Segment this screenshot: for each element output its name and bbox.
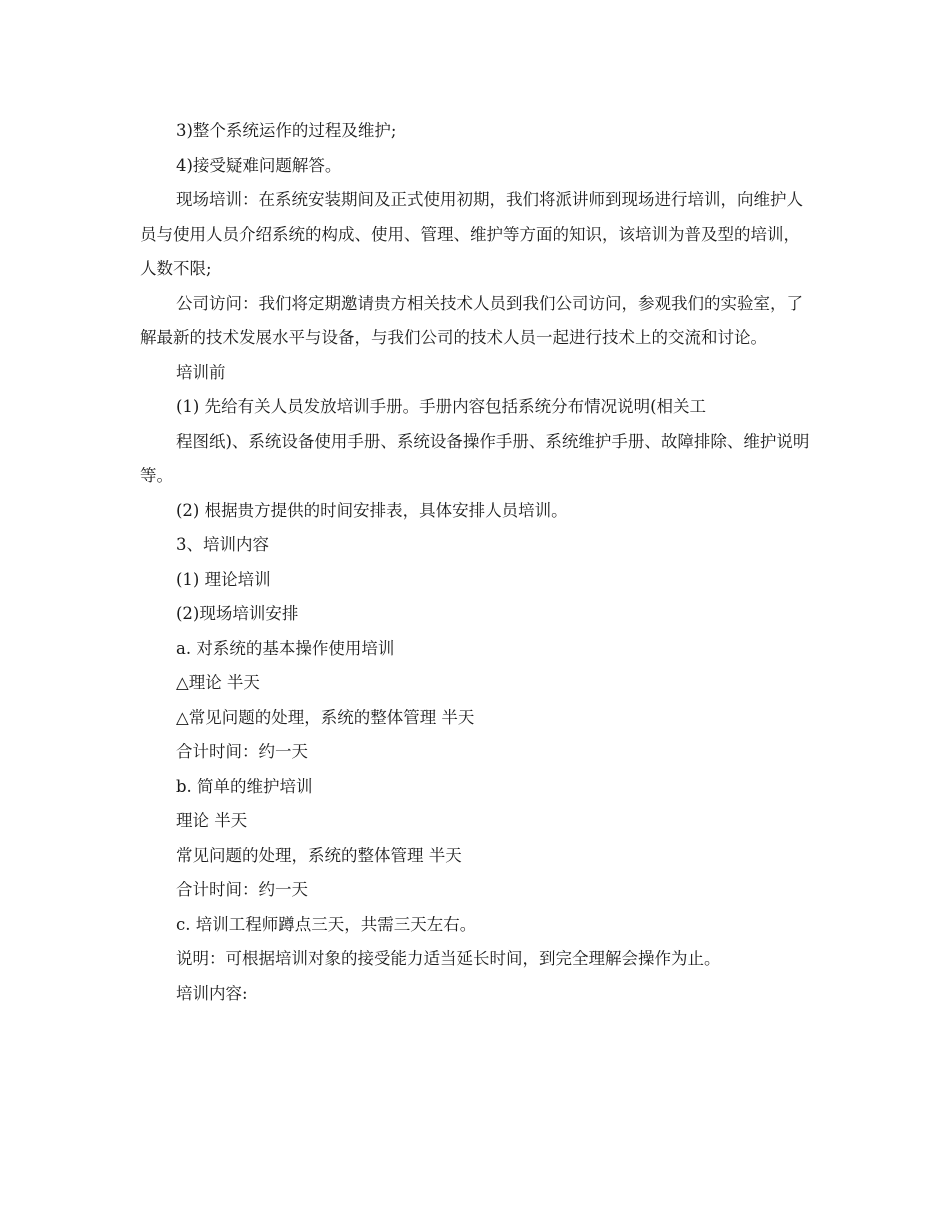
paragraph-item-3: 3)整个系统运作的过程及维护; xyxy=(176,121,397,140)
paragraph-b-theory: 理论 半天 xyxy=(176,811,248,830)
paragraph-item-a: a. 对系统的基本操作使用培训 xyxy=(176,638,395,658)
paragraph-b-problems: 常见问题的处理，系统的整体管理 半天 xyxy=(176,845,462,865)
section-heading-training-content: 3、培训内容 xyxy=(176,535,269,554)
paragraph-training-content-label: 培训内容: xyxy=(176,983,248,1003)
paragraph-theory-training: (1) 理论培训 xyxy=(176,569,271,589)
paragraph-onsite-training: 现场培训：在系统安装期间及正式使用初期，我们将派讲师到现场进行培训，向维护人员与使用人员介绍系统的构成、使用、管理、维护等方面的知识，该培训为普及型的培训，人数不限; xyxy=(140,190,803,278)
paragraph-company-visit: 公司访问：我们将定期邀请贵方相关技术人员到我们公司访问，参观我们的实验室，了解最新的技术发展水平与设备，与我们公司的技术人员一起进行技术上的交流和讨论。 xyxy=(140,293,803,347)
paragraph-item-4: 4)接受疑难问题解答。 xyxy=(176,155,342,175)
paragraph-a-problems: △常见问题的处理，系统的整体管理 半天 xyxy=(176,707,475,727)
paragraph-b-total: 合计时间：约一天 xyxy=(176,880,308,899)
paragraph-item-b: b. 简单的维护培训 xyxy=(176,776,313,796)
paragraph-step-1-continued: 程图纸)、系统设备使用手册、系统设备操作手册、系统维护手册、故障排除、维护说明等。 xyxy=(140,431,810,485)
paragraph-note: 说明：可根据培训对象的接受能力适当延长时间，到完全理解会操作为止。 xyxy=(176,949,721,968)
document-body xyxy=(140,114,812,1011)
paragraph-item-c: c. 培训工程师蹲点三天，共需三天左右。 xyxy=(176,914,477,934)
paragraph-step-1: (1) 先给有关人员发放培训手册。手册内容包括系统分布情况说明(相关工 xyxy=(176,397,707,416)
paragraph-step-2: (2) 根据贵方提供的时间安排表，具体安排人员培训。 xyxy=(176,500,568,520)
paragraph-before-training: 培训前 xyxy=(176,362,226,382)
paragraph-a-total: 合计时间：约一天 xyxy=(176,742,308,761)
paragraph-a-theory: △理论 半天 xyxy=(176,673,260,692)
paragraph-onsite-arrangement: (2)现场培训安排 xyxy=(176,604,299,623)
